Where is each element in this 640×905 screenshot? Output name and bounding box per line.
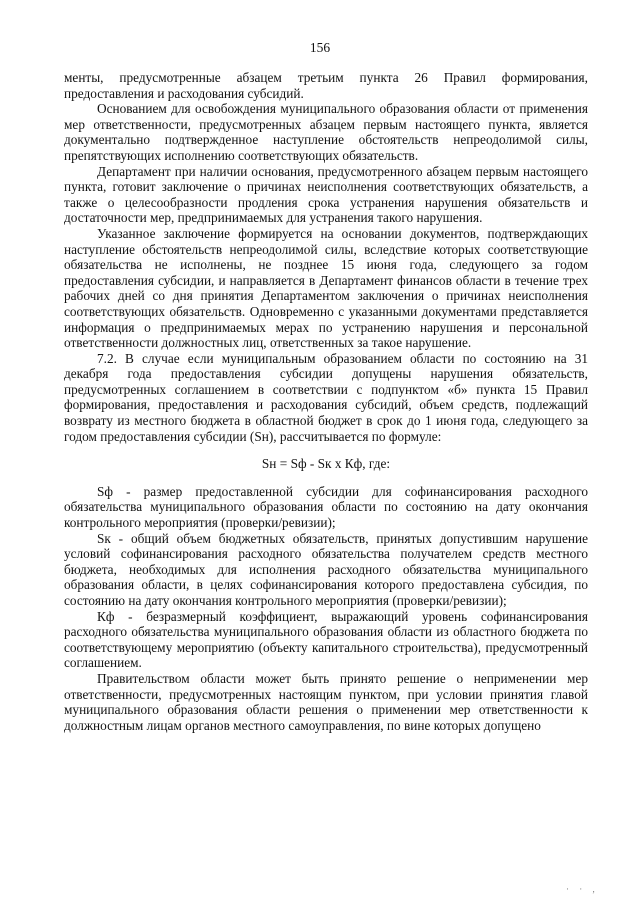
paragraph: Указанное заключение формируется на основании документов, подтверждающих наступление обстоятельств непреодолимой силы, вследствие которых соответствующие обязательства не исполнены, не позднее 15 июня года, следующего за годом предоставления субсидии, и направляется в Департамент финансов области в течение трех рабочих дней со дня принятия Департаментом заключения о причинах неисполнения соответствующих обязательств. Одновременно с указанными документами представляется информация о предпринимаемых мерах по устранению нарушения и персональной ответственности должностных лиц, ответственных за такое нарушение.: [64, 225, 588, 351]
page-number: 156: [309, 40, 331, 55]
definition-sf: Sф - размер предоставленной субсидии для софинансирования расходного обязательства муниципального образования области по состоянию на дату окончания контрольного мероприятия (проверки/ревизии);: [64, 483, 588, 531]
formula: Sн = Sф - Sк x Кф, где:: [261, 456, 391, 472]
paragraph-continuation: менты, предусмотренные абзацем третьим пункта 26 Правил формирования, предоставления и расходования субсидий.: [64, 70, 588, 101]
paragraph-section-7-2: 7.2. В случае если муниципальным образованием области по состоянию на 31 декабря года предоставления субсидии допущены нарушения обязательств, предусмотренных соглашением в соответствии с подпунктом «б» пункта 15 Правил формирования, предоставления и расходования субсидий, объем средств, подлежащий возврату из местного бюджета в областной бюджет в срок до 1 июня года, следующего за годом предоставления субсидии (Sн), рассчитывается по формуле:: [64, 350, 588, 444]
paragraph: Департамент при наличии основания, предусмотренного абзацем первым настоящего пункта, готовит заключение о причинах неисполнения соответствующих обязательств, а также о целесообразности продления срока устранения нарушения обязательств и достаточности мер, предпринимаемых для устранения такого нарушения.: [64, 163, 588, 226]
paragraph: Основанием для освобождения муниципального образования области от применения мер ответственности, предусмотренных абзацем первым настоящего пункта, является документально подтвержденное наступление обстоятельств непреодолимой силы, препятствующих исполнению соответствующих обязательств.: [64, 101, 588, 163]
definition-kf: Кф - безразмерный коэффициент, выражающий уровень софинансирования расходного обязательства муниципального образования области из областного бюджета по соответствующему мероприятию (объекту капитального строительства), предусмотренный соглашением.: [64, 608, 588, 671]
definition-sk: Sк - общий объем бюджетных обязательств, принятых допустившим нарушение условий софинансирования расходного обязательства получателем средств местного бюджета, необходимых для исполнения расходного обязательства муниципального образования области, в целях софинансирования которого предоставлена субсидия, по состоянию на дату окончания контрольного мероприятия (проверки/ревизии);: [64, 530, 588, 608]
paragraph: Правительством области может быть принято решение о неприменении мер ответственности, предусмотренных настоящим пунктом, при условии принятия главой муниципального образования области решения о применении мер ответственности к должностным лицам органов местного самоуправления, по вине которых допущено: [64, 670, 588, 733]
document-body: [64, 70, 588, 733]
corner-mark: · · ,: [566, 884, 599, 894]
